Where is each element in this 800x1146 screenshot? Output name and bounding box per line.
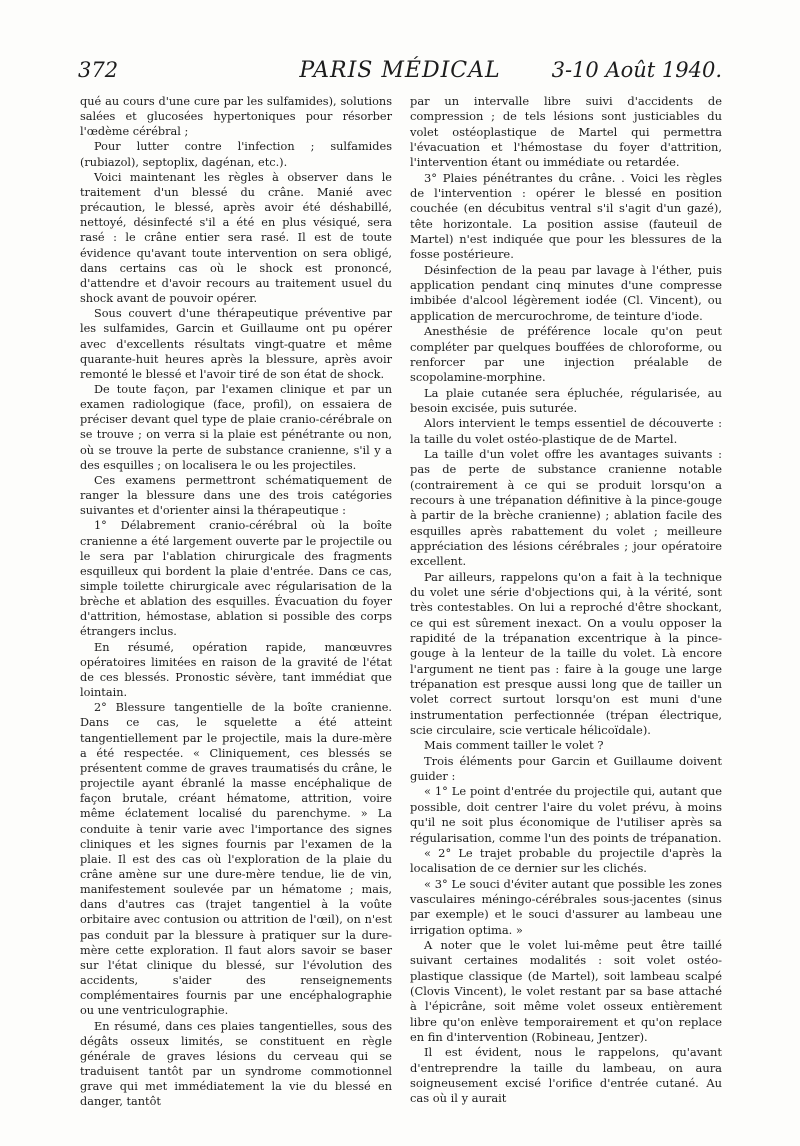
paragraph: Par ailleurs, rappelons qu'on a fait à la technique du volet une série d'objections qui, à la vérité, sont très contestables. On lui a reproché d'être shockant, ce qui est sûrement inexact. On a voulu opposer la rapidité de la trépanation excentrique à la pince-gouge à la lenteur de la taille du volet. Là encore l'argument ne tient pas : faire à la gouge une large trépanation est presque aussi long que de tailler un volet correct surtout lorsqu'on est muni d'une instrumentation perfectionnée (trépan électrique, scie circulaire, scie verticale hélicoïdale). xyxy=(410,569,722,738)
paragraph: Sous couvert d'une thérapeutique préventive par les sulfamides, Garcin et Guillaume ont pu opérer avec d'excellents résultats vingt-quatre et même quarante-huit heures après la blessure, après avoir remonté le blessé et l'avoir tiré de son état de shock. xyxy=(80,307,392,381)
paragraph: Désinfection de la peau par lavage à l'éther, puis application pendant cinq minutes d'une compresse imbibée d'alcool légèrement iodée (Cl. Vincent), ou application de mercurochrome, de teinture d'iode. xyxy=(410,262,722,323)
paragraph: A noter que le volet lui-même peut être taillé suivant certaines modalités : soit volet ostéo-plastique classique (de Martel), soit lambeau scalpé (Clovis Vincent), le volet restant par sa base attaché à l'épicrâne, soit même volet osseux entièrement libre qu'on enlève temporairement et qu'on replace en fin d'intervention (Robineau, Jentzer). xyxy=(410,937,722,1044)
paragraph: Ces examens permettront schématiquement de ranger la blessure dans une des trois catégories suivantes et d'orienter ainsi la thérapeutique : xyxy=(80,473,392,518)
paragraph: Voici maintenant les règles à observer dans le traitement d'un blessé du crâne. Manié avec précaution, le blessé, après avoir été déshabillé, nettoyé, désinfecté s'il a été en plus vésiqué, sera rasé : le crâne entier sera rasé. Il est de toute évidence qu'avant toute intervention on sera obligé, dans certains cas où le shock est prononcé, d'attendre et d'avoir recours au traitement usuel du shock avant de pouvoir opérer. xyxy=(80,170,392,306)
page-number: 372 xyxy=(78,58,119,82)
paragraph: De toute façon, par l'examen clinique et par un examen radiologique (face, profil), on essaiera de préciser devant quel type de plaie cranio-cérébrale on se trouve ; on verra si la plaie est pénétrante ou non, où se trouve la perte de substance cranienne, s'il y a des esquilles ; on localisera le ou les projectiles. xyxy=(80,382,392,472)
issue-date: 3-10 Août 1940. xyxy=(551,58,722,82)
right-text-column xyxy=(410,94,722,1107)
paragraph: « 2° Le trajet probable du projectile d'après la localisation de ce dernier sur les clichés. xyxy=(410,845,722,876)
paragraph: La plaie cutanée sera épluchée, régularisée, au besoin excisée, puis suturée. xyxy=(410,385,722,415)
running-header xyxy=(78,58,722,92)
paragraph: En résumé, dans ces plaies tangentielles, sous des dégâts osseux limités, se constituent en règle générale de graves lésions du cerveau qui se traduisent tantôt par un syndrome commotionnel grave qui met immédiatement la vie du blessé en danger, tantôt xyxy=(80,1019,392,1109)
paragraph: 3° Plaies pénétrantes du crâne. . Voici les règles de l'intervention : opérer le blessé en position couchée (en décubitus ventral s'il s'agit d'un gazé), tête horizontale. La position assise (fauteuil de Martel) n'est indiquée que pour les blessures de la fosse postérieure. xyxy=(410,170,722,262)
paragraph: 2° Blessure tangentielle de la boîte cranienne. Dans ce cas, le squelette a été atteint tangentiellement par le projectile, mais la dure-mère a été respectée. « Cliniquement, ces blessés se présentent comme de graves traumatisés du crâne, le projectile ayant ébranlé la masse encéphalique de façon brutale, créant hématome, attrition, voire même éclatement localisé du parenchyme. » La conduite à tenir varie avec l'importance des signes cliniques et les signes fournis par l'examen de la plaie. Il est des cas où l'exploration de la plaie du crâne amène sur une dure-mère tendue, lie de vin, manifestement soulevée par un hématome ; mais, dans d'autres cas (trajet tangentiel à la voûte orbitaire avec contusion ou attrition de l'œil), on n'est pas conduit par la blessure à pratiquer sur la dure-mère cette exploration. Il faut alors savoir se baser sur l'état clinique du blessé, sur l'évolution des accidents, s'aider des renseignements complémentaires fournis par une encéphalographie ou une ventriculographie. xyxy=(80,701,392,1018)
paragraph: par un intervalle libre suivi d'accidents de compression ; de tels lésions sont justiciables du volet ostéoplastique de Martel qui permettra l'évacuation et l'hémostase du foyer d'attrition, l'intervention étant ou immédiate ou retardée. xyxy=(410,94,722,170)
paragraph: Alors intervient le temps essentiel de découverte : la taille du volet ostéo-plastique de de Martel. xyxy=(410,416,722,446)
paragraph: qué au cours d'une cure par les sulfamides), solutions salées et glucosées hypertoniques pour résorber l'œdème cérébral ; xyxy=(80,95,392,139)
paragraph: La taille d'un volet offre les avantages suivants : pas de perte de substance cranienne notable (contrairement à ce qui se produit lorsqu'on a recours à une trépanation définitive à la pince-gouge à partir de la brèche cranienne) ; ablation facile des esquilles après rabattement du volet ; meilleure appréciation des lésions cérébrales ; jour opératoire excellent. xyxy=(410,446,722,569)
paragraph: Trois éléments pour Garcin et Guillaume doivent guider : xyxy=(410,753,722,784)
paragraph: Anesthésie de préférence locale qu'on peut compléter par quelques bouffées de chloroforme, ou renforcer par une injection préalable de scopolamine-morphine. xyxy=(410,324,722,385)
paragraph: Pour lutter contre l'infection ; sulfamides (rubiazol), septoplix, dagénan, etc.). xyxy=(80,140,392,169)
paragraph: « 1° Le point d'entrée du projectile qui, autant que possible, doit centrer l'aire du volet prévu, à moins qu'il ne soit plus économique de l'utiliser après sa régularisation, comme l'un des points de trépanation. xyxy=(410,784,722,845)
left-text-column xyxy=(80,94,392,1109)
paragraph: En résumé, opération rapide, manœuvres opératoires limitées en raison de la gravité de l'état de ces blessés. Pronostic sévère, tant immédiat que lointain. xyxy=(80,640,392,700)
paragraph: 1° Délabrement cranio-cérébral où la boîte cranienne a été largement ouverte par le projectile ou le sera par l'ablation chirurgicale des fragments esquilleux qui bordent la plaie d'entrée. Dans ce cas, simple toilette chirurgicale avec régularisation de la brèche et ablation des esquilles. Évacuation du foyer d'attrition, hémostase, ablation si possible des corps étrangers inclus. xyxy=(80,519,392,639)
journal-title: PARIS MÉDICAL xyxy=(299,58,501,83)
paragraph: Mais comment tailler le volet ? xyxy=(424,738,604,753)
paragraph: « 3° Le souci d'éviter autant que possible les zones vasculaires méningo-cérébrales sous-jacentes (sinus par exemple) et le souci d'assurer au lambeau une irrigation optima. » xyxy=(410,876,722,937)
paragraph: Il est évident, nous le rappelons, qu'avant d'entreprendre la taille du lambeau, on aura soigneusement excisé l'orifice d'entrée cutané. Au cas où il y aurait xyxy=(410,1045,722,1106)
